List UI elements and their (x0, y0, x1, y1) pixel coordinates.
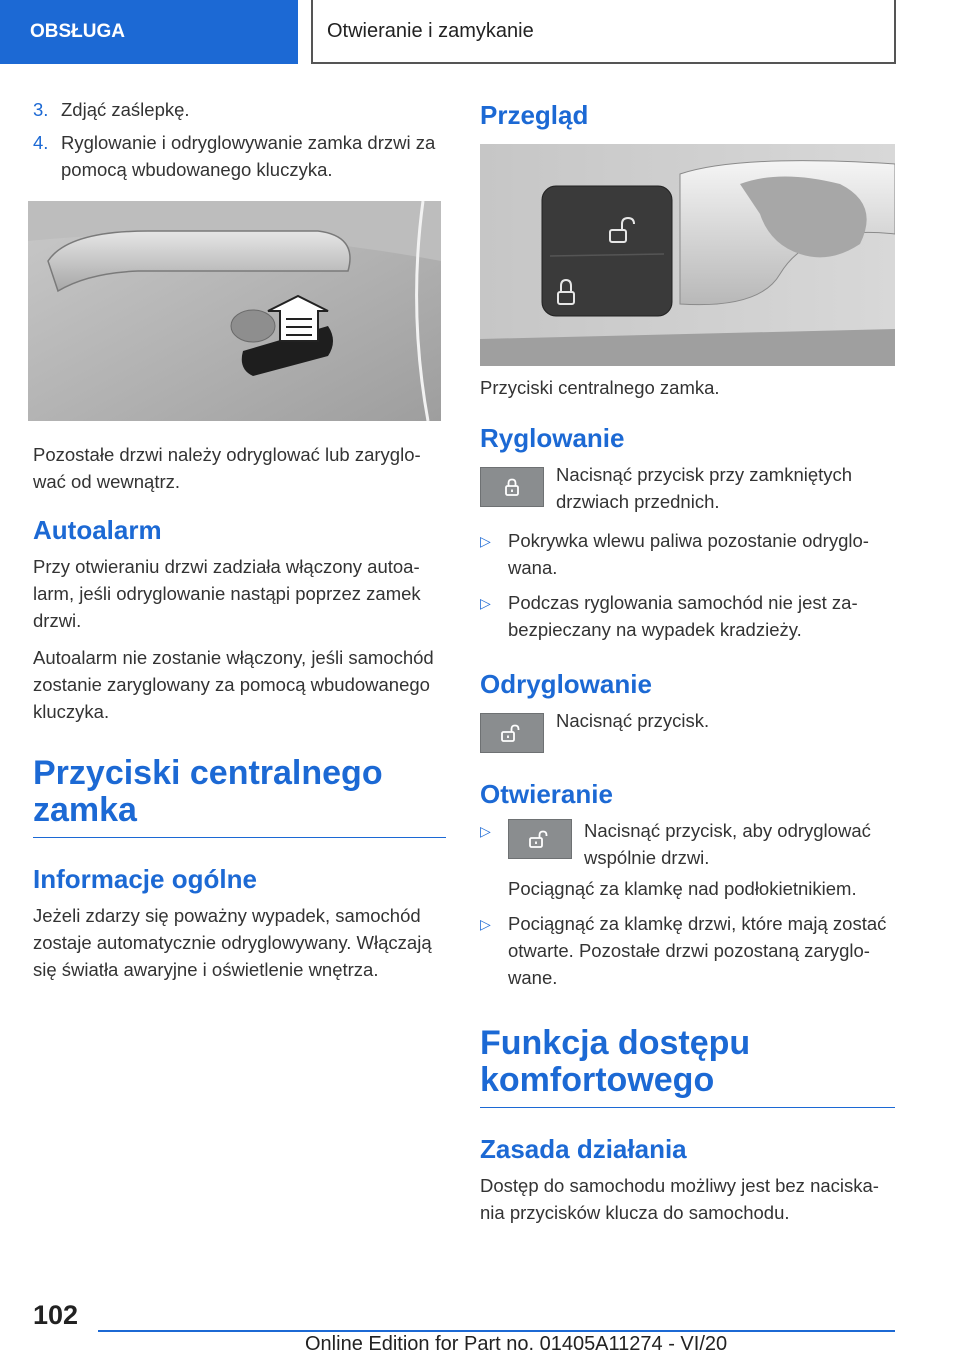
step-text: Ryglowanie i odryglowywanie zamka drzwi za pomocą wbudowanego kluczyka. (61, 132, 436, 180)
open-bullet-1 (480, 817, 895, 902)
open-unlock-row (508, 817, 895, 871)
heading-unlocking: Odryglowanie (480, 669, 652, 699)
bullet-text: Nacisnąć przycisk, aby odryglować wspólnie drzwi. (584, 820, 871, 868)
lock-instruction (480, 461, 895, 515)
step-number: 3. (33, 99, 49, 120)
triangle-bullet-icon: ▷ (480, 533, 491, 549)
heading-opening: Otwieranie (480, 779, 613, 809)
footer-edition: Online Edition for Part no. 01405A11274 - VI/20 (305, 1333, 728, 1355)
lock-text: Nacisnąć przycisk przy zamkniętych drzwiach przednich. (556, 464, 853, 512)
bullet-text: Pociągnąć za klamkę drzwi, które mają zostać otwarte. Pozostałe drzwi pozostaną zaryglo‐wane. (508, 913, 887, 988)
unlock-icon (508, 819, 572, 859)
heading-comfort-access: Funkcja dostępu komfortowego (480, 1025, 895, 1108)
header-section-tab: OBSŁUGA (0, 0, 298, 64)
step-text: Zdjąć zaślepkę. (61, 99, 190, 120)
central-lock-buttons-photo (480, 144, 895, 366)
page-number: 102 (33, 1300, 79, 1330)
heading-principle: Zasada działania (480, 1134, 687, 1164)
lock-icon (480, 467, 544, 507)
unlock-instruction (480, 707, 895, 753)
header-title: Otwieranie i zamykanie (311, 0, 896, 64)
door-handle-key-photo (28, 201, 441, 421)
left-column (33, 96, 446, 993)
bullet-text: Podczas ryglowania samochód nie jest za‐bezpieczany na wypadek kradzieży. (508, 592, 858, 640)
triangle-bullet-icon: ▷ (480, 916, 491, 932)
paragraph-principle: Dostęp do samochodu możliwy jest bez naciska‐nia przycisków klucza do samochodu. (480, 1175, 879, 1223)
triangle-bullet-icon: ▷ (480, 595, 491, 611)
footer-divider (98, 1330, 895, 1332)
bullet-continuation: Pociągnąć za klamkę nad podłokietnikiem. (508, 878, 857, 899)
open-bullet-2 (480, 910, 895, 991)
unlock-text: Nacisnąć przycisk. (556, 710, 710, 731)
right-column (480, 100, 895, 1236)
bullet-text: Pokrywka wlewu paliwa pozostanie odryglo‐wana. (508, 530, 869, 578)
lock-bullet-1 (480, 527, 895, 581)
lock-bullet-2 (480, 589, 895, 643)
unlock-icon (480, 713, 544, 753)
triangle-bullet-icon: ▷ (480, 823, 491, 839)
heading-central-lock-buttons: Przyciski centralnego zamka (33, 755, 446, 838)
heading-overview: Przegląd (480, 100, 589, 130)
step-4 (33, 129, 446, 183)
paragraph-autoalarm-2: Autoalarm nie zostanie włączony, jeśli samochód zostanie zaryglowany za pomocą wbudowanego kluczyka. (33, 647, 434, 722)
heading-locking: Ryglowanie (480, 423, 625, 453)
step-3 (33, 96, 446, 123)
photo-caption: Przyciski centralnego zamka. (480, 377, 720, 398)
heading-general-info: Informacje ogólne (33, 864, 257, 894)
paragraph-after-photo: Pozostałe drzwi należy odryglować lub zaryglo‐wać od wewnątrz. (33, 444, 421, 492)
paragraph-autoalarm-1: Przy otwieraniu drzwi zadziała włączony autoa‐larm, jeśli odryglowanie nastąpi poprzez zamek drzwi. (33, 556, 421, 631)
paragraph-general-info: Jeżeli zdarzy się poważny wypadek, samochód zostaje automatycznie odryglowywany. Włączają się światła awaryjne i oświetlenie wnętrza. (33, 905, 432, 980)
heading-autoalarm: Autoalarm (33, 515, 162, 545)
step-number: 4. (33, 132, 49, 153)
